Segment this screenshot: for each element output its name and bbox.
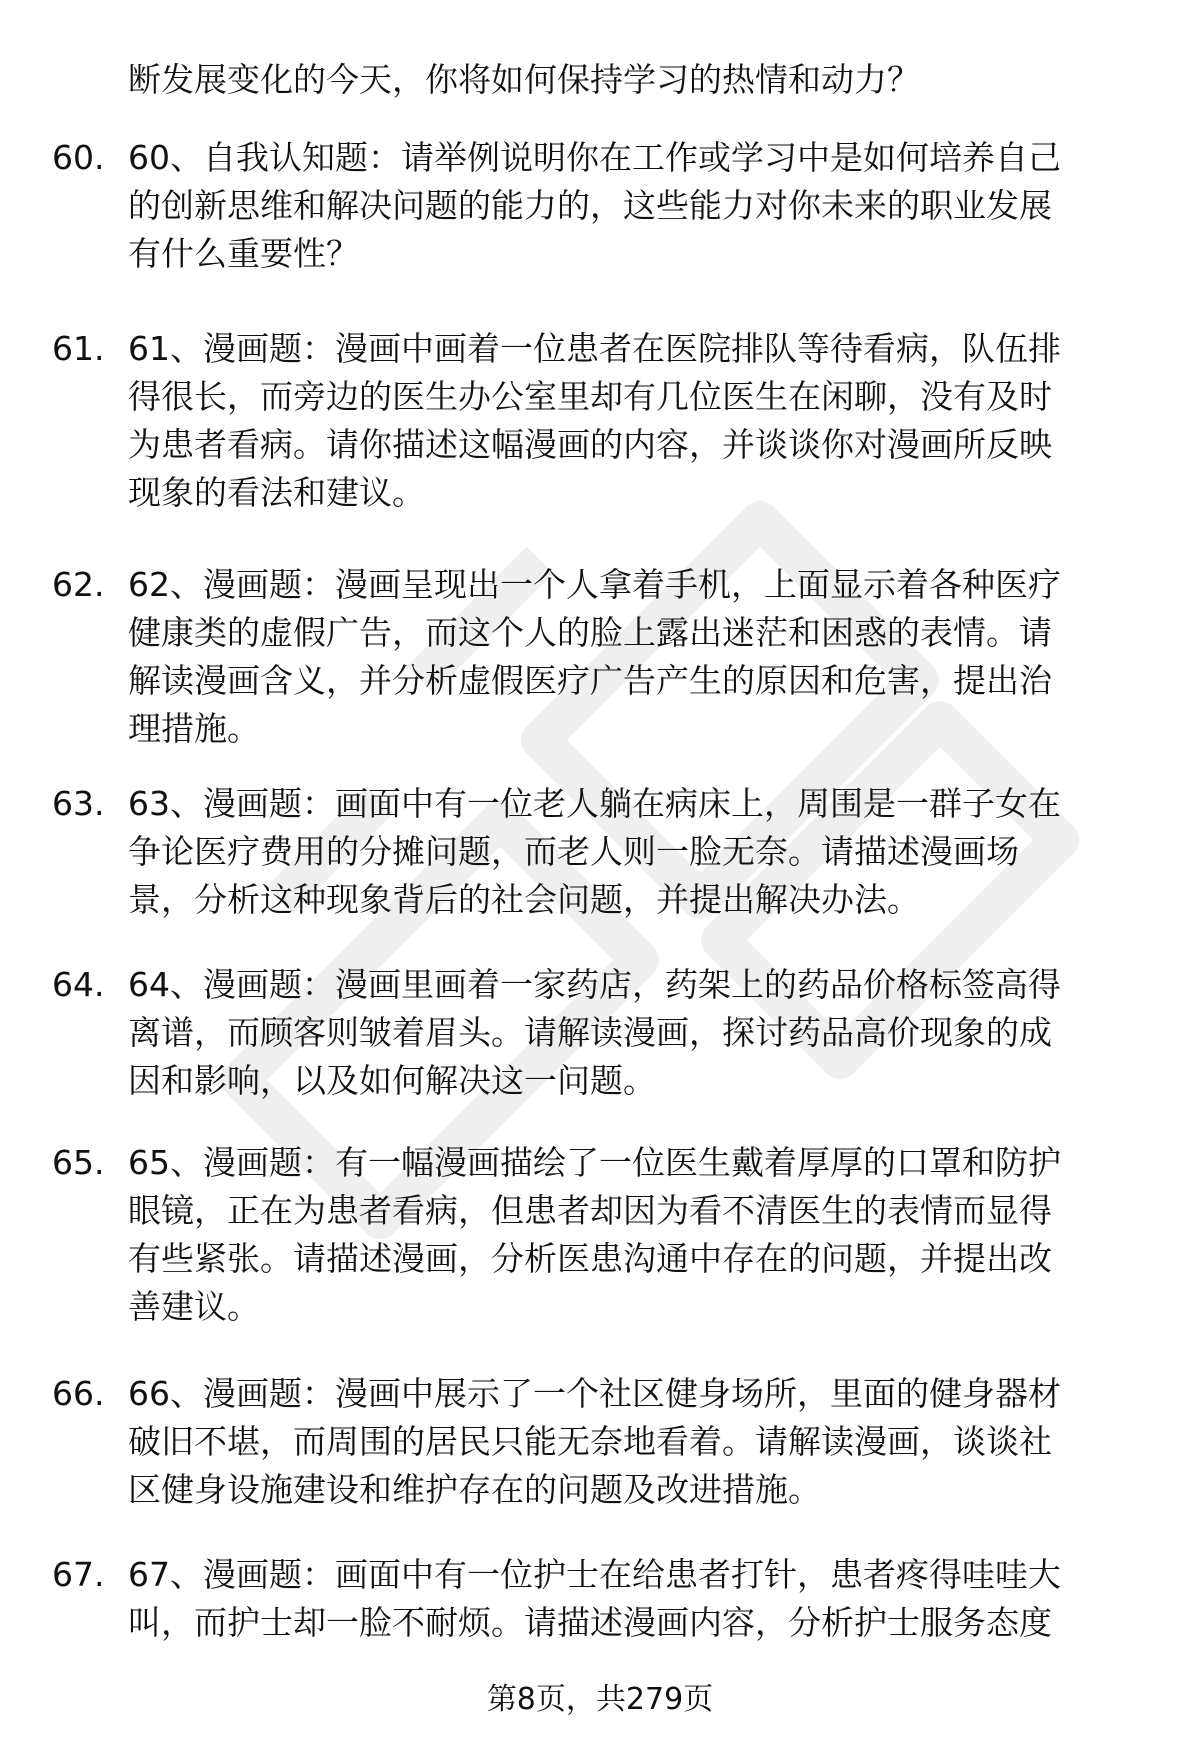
item-text: [128, 134, 1148, 278]
item-line: 叫，而护士却一脸不耐烦。请描述漫画内容，分析护士服务态度: [128, 1603, 1052, 1642]
item-number: 66.: [52, 1374, 105, 1413]
item-text: [128, 561, 1148, 753]
page-footer: 第8页，共279页: [486, 1682, 714, 1717]
item-line: 63、漫画题：画面中有一位老人躺在病床上，周围是一群子女在: [128, 784, 1061, 823]
item-text: [128, 961, 1148, 1105]
item-line: 现象的看法和建议。: [128, 473, 425, 512]
item-line: 破旧不堪，而周围的居民只能无奈地看着。请解读漫画，谈谈社: [128, 1422, 1052, 1461]
item-number: 65.: [52, 1143, 105, 1182]
item-line: 理措施。: [128, 709, 260, 748]
item-line: 眼镜，正在为患者看病，但患者却因为看不清医生的表情而显得: [128, 1191, 1052, 1230]
item-number: 64.: [52, 965, 105, 1004]
item-line: 61、漫画题：漫画中画着一位患者在医院排队等待看病，队伍排: [128, 329, 1061, 368]
item-line: 64、漫画题：漫画里画着一家药店，药架上的药品价格标签高得: [128, 965, 1061, 1004]
item-line: 62、漫画题：漫画呈现出一个人拿着手机，上面显示着各种医疗: [128, 565, 1061, 604]
item-text: [128, 325, 1148, 517]
item-number: 67.: [52, 1555, 105, 1594]
item-number: 60.: [52, 138, 105, 177]
item-number: 62.: [52, 565, 105, 604]
item-line: 65、漫画题：有一幅漫画描绘了一位医生戴着厚厚的口罩和防护: [128, 1143, 1061, 1182]
item-line: 有些紧张。请描述漫画，分析医患沟通中存在的问题，并提出改: [128, 1239, 1052, 1278]
item-line: 离谱，而顾客则皱着眉头。请解读漫画，探讨药品高价现象的成: [128, 1013, 1052, 1052]
item-line: 为患者看病。请你描述这幅漫画的内容，并谈谈你对漫画所反映: [128, 425, 1052, 464]
item-line: 解读漫画含义，并分析虚假医疗广告产生的原因和危害，提出治: [128, 661, 1052, 700]
item-line: 60、自我认知题：请举例说明你在工作或学习中是如何培养自己: [128, 138, 1061, 177]
item-text: [128, 780, 1148, 924]
item-line: 有什么重要性？: [128, 234, 359, 273]
item-text: [128, 1551, 1148, 1647]
item-line: 争论医疗费用的分摊问题，而老人则一脸无奈。请描述漫画场: [128, 832, 1019, 871]
item-line: 区健身设施建设和维护存在的问题及改进措施。: [128, 1470, 821, 1509]
item-number: 63.: [52, 784, 105, 823]
item-line: 健康类的虚假广告，而这个人的脸上露出迷茫和困惑的表情。请: [128, 613, 1052, 652]
item-line: 67、漫画题：画面中有一位护士在给患者打针，患者疼得哇哇大: [128, 1555, 1061, 1594]
item-line: 景，分析这种现象背后的社会问题，并提出解决办法。: [128, 880, 920, 919]
item-line: 善建议。: [128, 1287, 260, 1326]
item-line: 得很长，而旁边的医生办公室里却有几位医生在闲聊，没有及时: [128, 377, 1052, 416]
continuation-line: 断发展变化的今天，你将如何保持学习的热情和动力？: [128, 60, 920, 99]
item-number: 61.: [52, 329, 105, 368]
item-text: [128, 1370, 1148, 1514]
item-line: 的创新思维和解决问题的能力的，这些能力对你未来的职业发展: [128, 186, 1052, 225]
item-line: 因和影响，以及如何解决这一问题。: [128, 1061, 656, 1100]
item-text: [128, 1139, 1148, 1331]
item-line: 66、漫画题：漫画中展示了一个社区健身场所，里面的健身器材: [128, 1374, 1061, 1413]
